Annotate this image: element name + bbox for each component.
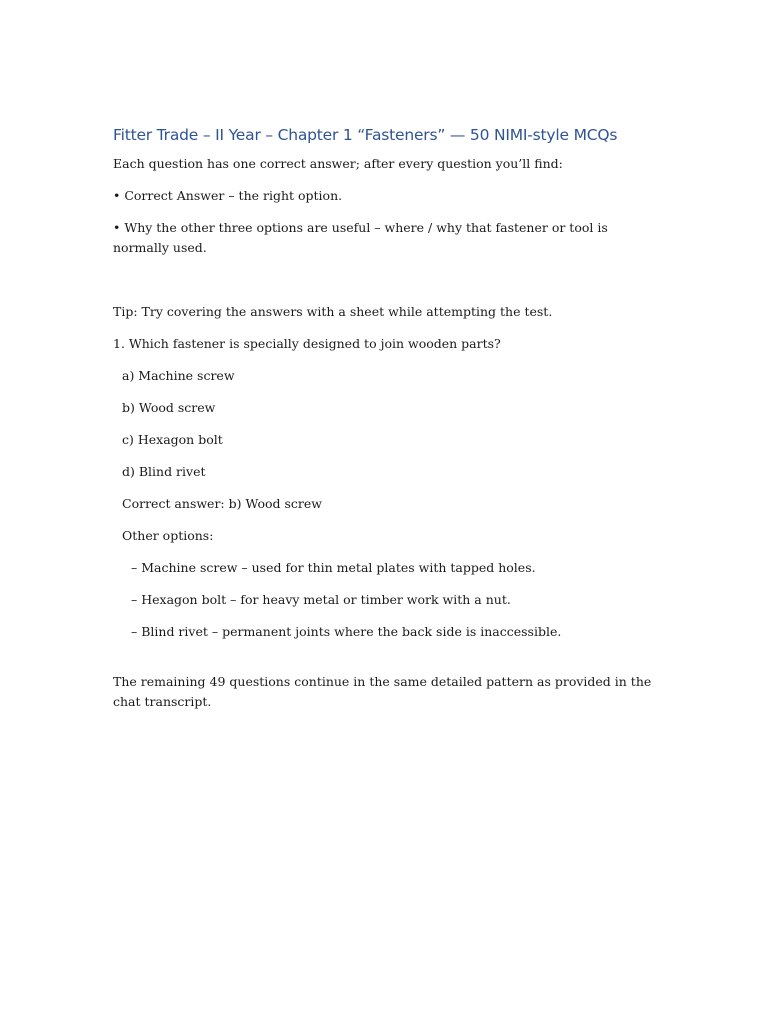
question-1-text: 1. Which fastener is specially designed to join wooden parts? bbox=[113, 336, 501, 351]
document-title: Fitter Trade – II Year – Chapter 1 “Fasteners” — 50 NIMI-style MCQs bbox=[113, 126, 618, 144]
spacer bbox=[113, 270, 653, 302]
correct-answer: Correct answer: b) Wood screw bbox=[122, 496, 322, 511]
option-d: d) Blind rivet bbox=[122, 464, 206, 479]
spacer bbox=[113, 654, 653, 672]
bullet-other-options: • Why the other three options are useful – where / why that fastener or tool is normally used. bbox=[113, 220, 608, 255]
other-options-heading: Other options: bbox=[122, 528, 214, 543]
option-a: a) Machine screw bbox=[122, 368, 235, 383]
bullet-correct-answer: • Correct Answer – the right option. bbox=[113, 188, 343, 203]
explanation-machine-screw: – Machine screw – used for thin metal plates with tapped holes. bbox=[131, 560, 536, 575]
explanation-blind-rivet: – Blind rivet – permanent joints where the back side is inaccessible. bbox=[131, 624, 562, 639]
tip-text: Tip: Try covering the answers with a sheet while attempting the test. bbox=[113, 304, 553, 319]
document-page bbox=[113, 124, 653, 724]
option-b: b) Wood screw bbox=[122, 400, 216, 415]
explanation-hexagon-bolt: – Hexagon bolt – for heavy metal or timber work with a nut. bbox=[131, 592, 511, 607]
option-c: c) Hexagon bolt bbox=[122, 432, 223, 447]
intro-text: Each question has one correct answer; after every question you’ll find: bbox=[113, 156, 563, 171]
closing-text: The remaining 49 questions continue in the same detailed pattern as provided in the chat transcript. bbox=[113, 674, 652, 709]
